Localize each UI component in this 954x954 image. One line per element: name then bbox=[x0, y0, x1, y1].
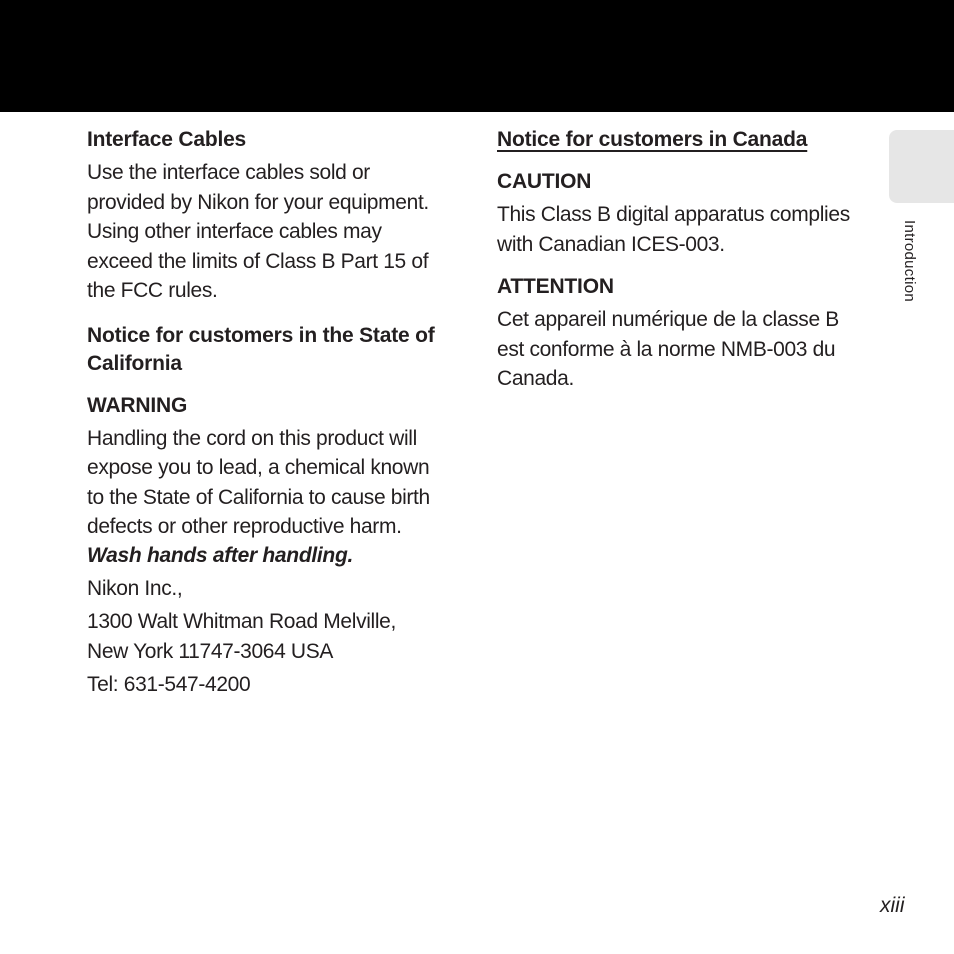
header-bar bbox=[0, 0, 954, 112]
canada-notice-heading: Notice for customers in Canada bbox=[497, 128, 808, 151]
company-tel: Tel: 631-547-4200 bbox=[87, 673, 251, 696]
attention-heading: ATTENTION bbox=[497, 275, 614, 298]
interface-cables-heading: Interface Cables bbox=[87, 128, 247, 151]
warning-heading: WARNING bbox=[87, 393, 188, 417]
right-column bbox=[497, 126, 867, 394]
wash-hands-notice: Wash hands after handling. bbox=[87, 543, 354, 567]
attention-text: Cet appareil numérique de la classe B est conforme à la norme NMB-003 du Canada. bbox=[497, 308, 839, 390]
company-name: Nikon Inc., bbox=[87, 576, 183, 600]
interface-cables-text: Use the interface cables sold or provided by Nikon for your equipment. Using other interface cables may exceed the limits of Class B Part 15 of the FCC rules. bbox=[87, 161, 429, 302]
section-tab[interactable] bbox=[889, 130, 954, 203]
caution-heading: CAUTION bbox=[497, 170, 592, 193]
warning-text: Handling the cord on this product will expose you to lead, a chemical known to the State of California to cause birth defects or other reproductive harm. bbox=[87, 426, 430, 538]
california-notice-heading: Notice for customers in the State of California bbox=[87, 323, 435, 375]
section-label: Introduction bbox=[901, 220, 918, 302]
left-column bbox=[87, 126, 457, 700]
caution-text: This Class B digital apparatus complies with Canadian ICES-003. bbox=[497, 203, 850, 256]
page-number: xiii bbox=[880, 894, 905, 917]
company-address: 1300 Walt Whitman Road Melville, New York 11747-3064 USA bbox=[87, 610, 396, 663]
